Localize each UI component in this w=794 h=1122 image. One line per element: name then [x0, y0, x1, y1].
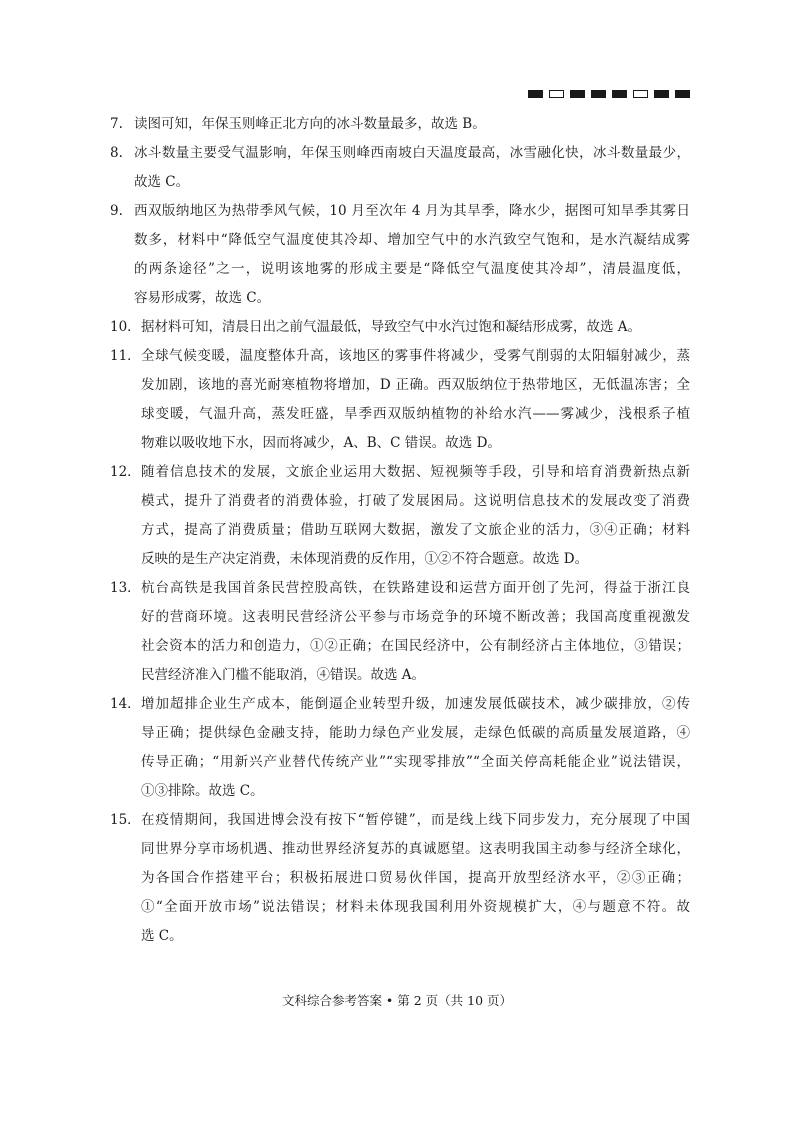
answer-line: 物难以吸收地下水，因而将减少，A、B、C 错误。故选 D。	[141, 435, 501, 451]
answer-text	[141, 574, 690, 690]
answer-item	[110, 110, 690, 139]
answer-line: 同世界分享市场机遇、推动世界经济复苏的真诚愿望。这表明我国主动参与经济全球化，	[141, 841, 690, 857]
header-mark	[591, 90, 606, 98]
answer-line: 故选 C。	[134, 174, 190, 190]
answer-number: 9.	[110, 203, 123, 219]
header-mark	[633, 90, 648, 98]
answer-item	[110, 458, 690, 574]
answer-line: 传导正确；“用新兴产业替代传统产业”“实现零排放”“全面关停高耗能企业”说法错误，	[141, 754, 690, 770]
header-mark	[612, 90, 627, 98]
answer-text	[134, 110, 690, 139]
answer-line: 据材料可知，清晨日出之前气温最低，导致空气中水汽过饱和凝结形成雾，故选 A。	[141, 319, 642, 335]
answer-item	[110, 313, 690, 342]
header-marks	[528, 90, 690, 98]
answer-line: 社会资本的活力和创造力，①②正确；在国民经济中，公有制经济占主体地位，③错误；	[141, 638, 690, 654]
answer-line: 民营经济准入门槛不能取消，④错误。故选 A。	[141, 667, 426, 683]
answer-item	[110, 139, 690, 197]
answer-line: 反映的是生产决定消费，未体现消费的反作用，①②不符合题意。故选 D。	[141, 551, 589, 567]
header-mark	[528, 90, 543, 98]
header-mark	[570, 90, 585, 98]
answer-number: 11．	[110, 348, 141, 364]
answer-item	[110, 574, 690, 690]
answer-line: 容易形成雾，故选 C。	[134, 290, 271, 306]
answer-line: 导正确；提供绿色金融支持，能助力绿色产业发展，走绿色低碳的高质量发展道路，④	[141, 725, 690, 741]
answer-line: 方式，提高了消费质量；借助互联网大数据，激发了文旅企业的活力，③④正确；材料	[141, 522, 690, 538]
answer-line: ①“全面开放市场”说法错误；材料未体现我国利用外资规模扩大，④与题意不符。故	[141, 899, 690, 915]
header-mark	[675, 90, 690, 98]
answer-number: 14．	[110, 696, 141, 712]
answer-line: 杭台高铁是我国首条民营控股高铁，在铁路建设和运营方面开创了先河，得益于浙江良	[141, 580, 690, 596]
answer-text	[134, 139, 690, 197]
answer-line: 西双版纳地区为热带季风气候，10 月至次年 4 月为其旱季，降水少，据图可知旱季其雾日	[134, 203, 690, 219]
answer-line: 增加超排企业生产成本，能倒逼企业转型升级，加速发展低碳技术，减少碳排放，②传	[141, 696, 690, 712]
header-mark	[549, 90, 564, 98]
answer-line: 好的营商环境。这表明民营经济公平参与市场竞争的环境不断改善；我国高度重视激发	[141, 609, 690, 625]
answer-list	[110, 110, 690, 951]
answer-line: ①③排除。故选 C。	[141, 783, 264, 799]
answer-line: 的两条途径”之一，说明该地雾的形成主要是“降低空气温度使其冷却”，清晨温度低，	[134, 261, 690, 277]
answer-line: 模式，提升了消费者的消费体验，打破了发展困局。这说明信息技术的发展改变了消费	[141, 493, 690, 509]
answer-line: 发加剧，该地的喜光耐寒植物将增加，D 正确。西双版纳位于热带地区，无低温冻害；全	[141, 377, 690, 393]
answer-number: 15．	[110, 812, 141, 828]
answer-line: 随着信息技术的发展，文旅企业运用大数据、短视频等手段，引导和培育消费新热点新	[141, 464, 690, 480]
answer-line: 在疫情期间，我国进博会没有按下“暂停键”，而是线上线下同步发力，充分展现了中国	[141, 812, 690, 828]
answer-text	[134, 197, 690, 313]
answer-item	[110, 690, 690, 806]
answer-item	[110, 197, 690, 313]
answer-number: 8.	[110, 145, 123, 161]
answer-line: 冰斗数量主要受气温影响，年保玉则峰西南坡白天温度最高，冰雪融化快，冰斗数量最少，	[134, 145, 690, 161]
answer-item	[110, 342, 690, 458]
answer-line: 全球气候变暖，温度整体升高，该地区的雾事件将减少，受雾气削弱的太阳辐射减少，蒸	[141, 348, 690, 364]
answer-text	[141, 313, 690, 342]
answer-line: 数多，材料中“降低空气温度使其冷却、增加空气中的水汽致空气饱和，是水汽凝结成雾	[134, 232, 690, 248]
answer-item	[110, 806, 690, 951]
answer-line: 球变暖，气温升高，蒸发旺盛，旱季西双版纳植物的补给水汽——雾减少，浅根系子植	[141, 406, 690, 422]
answer-line: 为各国合作搭建平台；积极拓展进口贸易伙伴国，提高开放型经济水平，②③正确；	[141, 870, 690, 886]
answer-text	[141, 806, 690, 951]
answer-line: 读图可知，年保玉则峰正北方向的冰斗数量最多，故选 B。	[134, 116, 486, 132]
answer-line: 选 C。	[141, 928, 183, 944]
answer-text	[141, 458, 690, 574]
answer-number: 7.	[110, 116, 123, 132]
answer-text	[141, 342, 690, 458]
page-footer: 文科综合参考答案 • 第 2 页（共 10 页）	[281, 993, 513, 1008]
header-mark	[654, 90, 669, 98]
answer-number: 13．	[110, 580, 141, 596]
answer-number: 10．	[110, 319, 141, 335]
answer-number: 12．	[110, 464, 141, 480]
answer-text	[141, 690, 690, 806]
